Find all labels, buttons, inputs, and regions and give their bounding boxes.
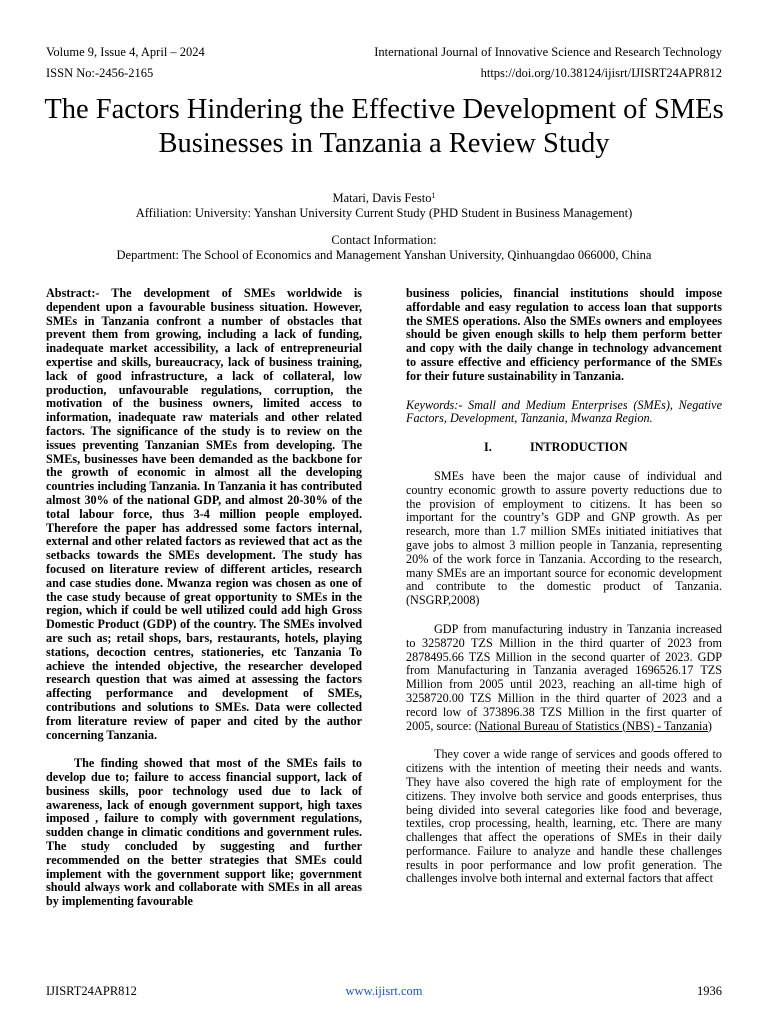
website-link[interactable]: www.ijisrt.com [345,984,423,998]
intro-paragraph-2 [406,623,722,733]
doi-link[interactable]: https://doi.org/10.38124/ijisrt/IJISRT24APR812 [480,66,722,80]
abstract-paragraph-1: Abstract:- The development of SMEs worldwide is dependent upon a favourable business situation. However, SMEs in Tanzania confront a number of obstacles that prevent them from growing, including a lack of funding, inadequate market accessibility, a lack of entrepreneurial expertise and skills, bureaucracy, lack of business training, lack of good infrastructure, a lack of collateral, low production, unfavourable regulations, corruption, the motivation of the business owners, limited access to information, inadequate raw materials and other related factors. The significance of the study is to review on the issues preventing Tanzanian SMEs from developing. The SMEs, businesses have been demanded as the backbone for the growth of economic in almost all the developing countries including Tanzania. In Tanzania it has contributed almost 30% of the national GDP, and almost 20-30% of the total labour force, thus 3-4 million people employed. Therefore the paper has addressed some factors internal, external and other related factors as reviewed that act as the setbacks towards the SMEs development. The study has focused on literature review of different articles, research and case studies done. Mwanza region was chosen as one of the case study because of great opportunity to SMEs in the region, which if could be well utilized could add high Gross Domestic Product (GDP) of the country. The SMEs involved are such as; retail shops, bars, restaurants, hotels, playing stations, decoction centres, stationeries, etc Tanzania To achieve the intended objective, the researcher developed research question that was aimed at assessing the factors affecting performance and development of SMEs, contributions and solutions to SMEs. Data were collected from literature review of paper and cited by the author concerning Tanzania. [46,286,362,742]
intro-paragraph-1: SMEs have been the major cause of individual and country economic growth to assure poverty reductions due to the provision of employment to citizens. It has been so important for the country’s GDP and GNP growth. As per research, more than 1.7 million SMEs initiated initiatives that gave jobs to almost 3 million people in Tanzania, representing 20% of the work force in Tanzania. According to the research, many SMEs are an important source for economic development and contribute to the domestic product of Tanzania. (NSGRP,2008) [406,468,722,608]
issn: ISSN No:-2456-2165 [46,66,154,80]
running-header-bottom [46,65,722,81]
section-title: INTRODUCTION [530,440,628,455]
author-superscript: 1 [431,191,436,200]
running-header-top [46,44,722,60]
abstract-paragraph-2: The finding showed that most of the SMEs fails to develop due to; failure to access financial support, lack of business skills, poor technology used due to lack of awareness, lack of enough government support, high taxes imposed , failure to comply with government regulations, sudden change in climatic conditions and government rules. The study concluded by suggesting and further recommended on the better strategies that SMEs could implement with the government support like; government should always work and collaborate with SMEs in all areas by implementing favourable [46,756,362,909]
intro-paragraph-3: They cover a wide range of services and goods offered to citizens with the intention of meeting their needs and wants. They have also covered the high rate of employment for the citizens. They involve both service and goods enterprises, thus being divided into several categories like food and beverage, textiles, crop processing, health, learning, etc. There are many challenges that affect the operations of SMEs in their daily performance. Failure to analyze and handle these challenges results in poor performance and low profit generation. The challenges involve both internal and external factors that affect [406,747,722,886]
section-heading [406,441,722,455]
author-name: Matari, Davis Festo [332,191,432,205]
abstract-paragraph-2-continued: business policies, financial institutions should impose affordable and easy regulation to access loan that supports the SMES operations. Also the SMEs owners and employees should be given enough skills to help them perform better and copy with the daily change in technology advancement to assure effective and efficiency performance of the SMEs for their future sustainability in Tanzania. [406,286,722,383]
journal-name: International Journal of Innovative Science and Research Technology [374,45,722,59]
left-column [46,287,362,909]
author-line [30,190,738,206]
paper-title: The Factors Hindering the Effective Development of SMEs Businesses in Tanzania a Review Study [44,94,724,159]
affiliation: Affiliation: University: Yanshan University Current Study (PHD Student in Business Management) [135,206,633,220]
right-column [406,287,722,886]
paper-code: IJISRT24APR812 [46,984,137,998]
section-number: I. [484,440,492,455]
department: Department: The School of Economics and Management Yanshan University, Qinhuangdao 066000, China [116,248,652,262]
volume-info: Volume 9, Issue 4, April – 2024 [46,45,205,59]
keywords: Keywords:- Small and Medium Enterprises (SMEs), Negative Factors, Development, Tanzania, Mwanza Region. [406,397,722,426]
nbs-link[interactable]: National Bureau of Statistics (NBS) - Tanzania [478,718,708,733]
intro-paragraph-2-text: GDP from manufacturing industry in Tanzania increased to 3258720 TZS Million in the third quarter of 2023 from 2878495.66 TZS Million in the second quarter of 2023. GDP from Manufacturing in Tanzania averaged 1696526.17 TZS Million from 2005 until 2023, reaching an all-time high of 3258720.00 TZS Million in the third quarter of 2023 and a record low of 373896.38 TZS Million in the first quarter of 2005, source: ( [406,621,722,733]
contact-label: Contact Information: [331,233,437,247]
page-number: 1936 [697,984,722,998]
intro-paragraph-2-end: ) [707,718,712,733]
